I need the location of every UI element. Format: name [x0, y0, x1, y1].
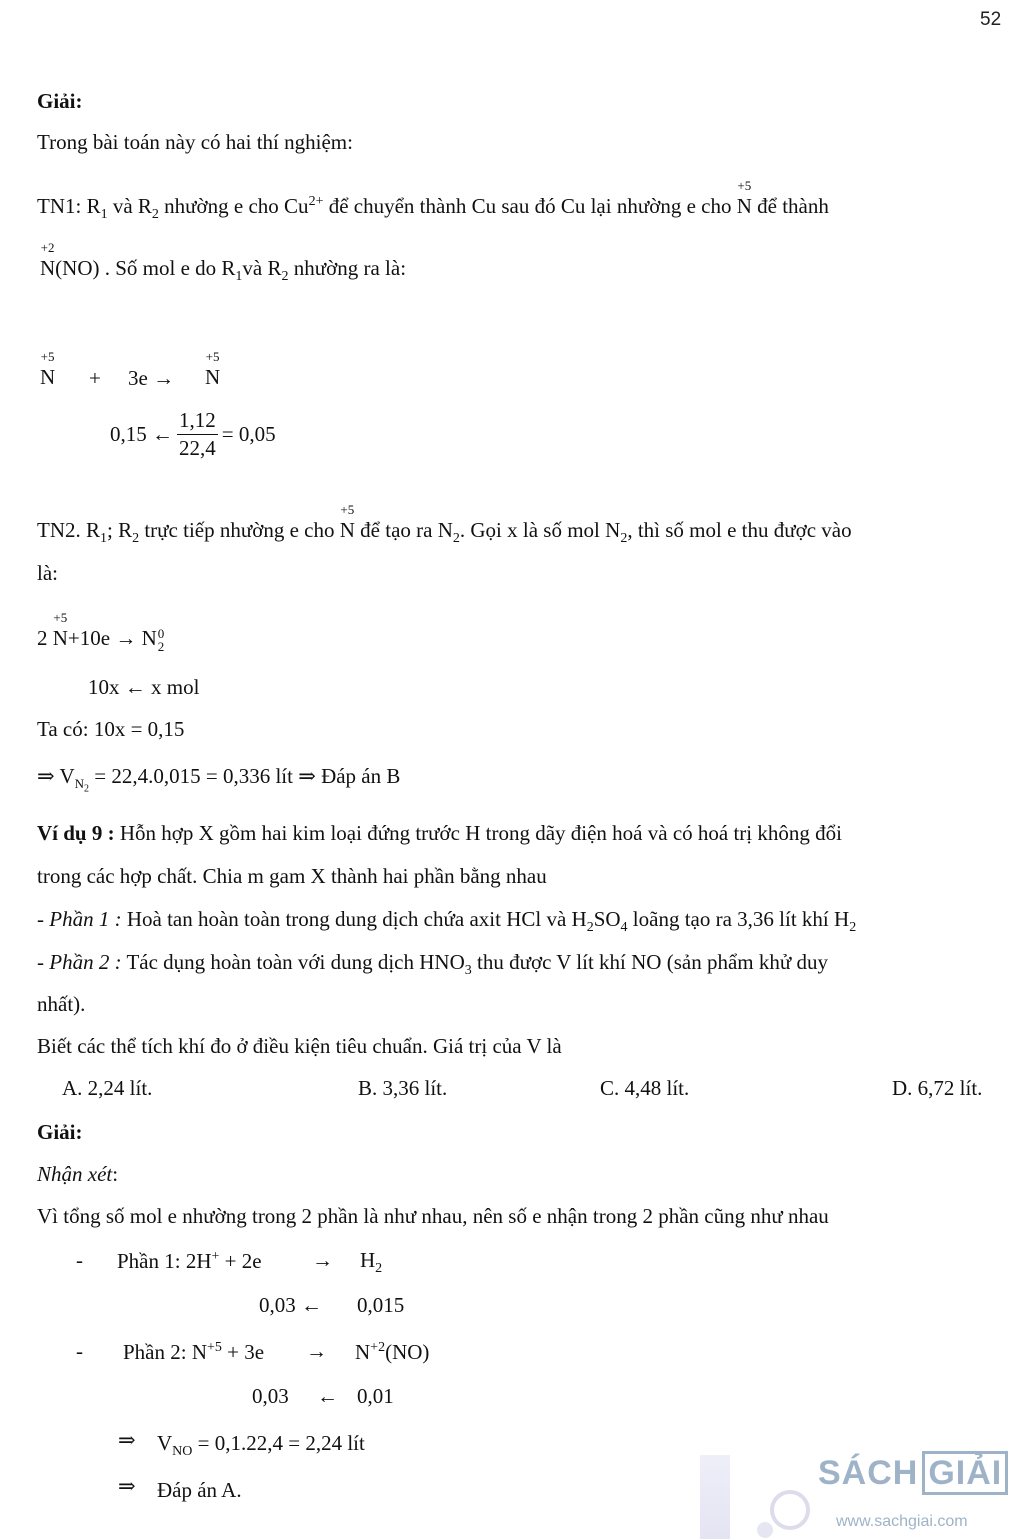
- part2-reaction: Phần 2: $N^{+5} + 3e$: [123, 1340, 265, 1364]
- option-a: A. 2,24 lít.: [62, 1076, 153, 1100]
- solution-heading-2: Giải:: [37, 1120, 83, 1144]
- option-b: B. 3,36 lít.: [358, 1076, 448, 1100]
- eq1-plus: +: [89, 366, 101, 390]
- part1-moles-right: 0,015: [357, 1293, 405, 1317]
- option-c: C. 4,48 lít.: [600, 1076, 690, 1100]
- vd9-part-1: - Phần 1 : Hoà tan hoàn toàn trong dung dịch chứa axit HCl và $H_2SO_4$ loãng tạo ra 3,36 lít khí $H_2$: [37, 907, 857, 936]
- part1-product: $H_2$: [360, 1248, 383, 1277]
- final-answer: Đáp án A.: [157, 1478, 242, 1502]
- answer-arrow: ⇒: [118, 1474, 136, 1498]
- eq1-line-1: +5 N: [40, 349, 56, 389]
- intro-text: Trong bài toán này có hai thí nghiệm:: [37, 130, 353, 154]
- part2-product: $N^{+2}(NO)$: [355, 1340, 430, 1364]
- statement: Vì tổng số mol e nhường trong 2 phần là như nhau, nên số e nhận trong 2 phần cũng như nhau: [37, 1204, 829, 1228]
- solution-heading: Giải:: [37, 89, 83, 113]
- eq1-product: +5 N: [205, 349, 221, 389]
- volume-no: $V_{NO} = 0,1.22,4 = 2,24$ lít: [157, 1431, 365, 1460]
- part1-moles-left: 0,03 ←: [259, 1293, 322, 1317]
- vd9-part-2: - Phần 2 : Tác dụng hoàn toàn với dung dịch $HNO_3$ thu được V lít khí NO (sản phẩm khử duy: [37, 950, 828, 979]
- page-number: 52: [980, 9, 1002, 30]
- watermark-logo: SÁCH GIẢI: [818, 1454, 1008, 1493]
- vd9-part-2-cont: nhất).: [37, 992, 86, 1016]
- tn2-line-2: là:: [37, 561, 58, 585]
- ta-co: Ta có: 10x = 0,15: [37, 717, 185, 741]
- decor-bar: [700, 1455, 730, 1539]
- eq2-line-1: 2 +5 N+10e → N 0 2: [37, 609, 165, 654]
- part1-arrow: →: [312, 1248, 333, 1272]
- eq1-line-2: 0,15 ← $\frac{1,12}{22,4}$ = 0,05: [110, 408, 276, 460]
- vd9-line-2: trong các hợp chất. Chia m gam X thành hai phần bằng nhau: [37, 864, 547, 888]
- nhan-xet: Nhận xét:: [37, 1162, 119, 1186]
- part2-moles-left: 0,03: [252, 1384, 289, 1408]
- tn2-line-1: TN2. $R_1$; $R_2$ trực tiếp nhường e cho +5 N để tạo ra $N_2$. Gọi x là số mol $N_2$, thì số mol e thu được vào: [37, 502, 852, 547]
- v-arrow: ⇒: [118, 1428, 136, 1452]
- eq1-electrons: 3e →: [128, 366, 175, 390]
- eq2-line-2: 10x ← x mol: [88, 675, 200, 699]
- dash-1: -: [76, 1248, 83, 1272]
- watermark-url: www.sachgiai.com: [836, 1513, 968, 1530]
- dash-2: -: [76, 1339, 83, 1363]
- tn1-line-1: TN1: $R_1$ và $R_2$ nhường e cho $Cu^{2+}$ để chuyển thành Cu sau đó Cu lại nhường e cho +5 N để thành: [37, 178, 829, 223]
- part2-moles-arrow: ←: [317, 1384, 338, 1408]
- tn1-line-2: +2 N(NO) . Số mol e do $R_1và$ $R_2$ nhường ra là:: [40, 240, 407, 285]
- fraction: $\frac{1,12}{22,4}$: [179, 408, 216, 460]
- vd9-line-1: Ví dụ 9 : Hỗn hợp X gồm hai kim loại đứng trước H trong dãy điện hoá và có hoá trị không đổi: [37, 821, 842, 845]
- vd9-question: Biết các thể tích khí đo ở điều kiện tiêu chuẩn. Giá trị của V là: [37, 1034, 562, 1058]
- nitrogen-oxidation-symbol: +5 N: [736, 178, 752, 218]
- part1-reaction: Phần 1: 2H+ + 2e: [117, 1249, 262, 1273]
- part2-moles-right: 0,01: [357, 1384, 394, 1408]
- option-d: D. 6,72 lít.: [892, 1076, 983, 1100]
- part2-arrow: →: [306, 1339, 327, 1363]
- volume-n2: ⇒ $V_{N_2} = 22,4.0,015 = 0,336$ lít ⇒ Đáp án B: [37, 764, 401, 795]
